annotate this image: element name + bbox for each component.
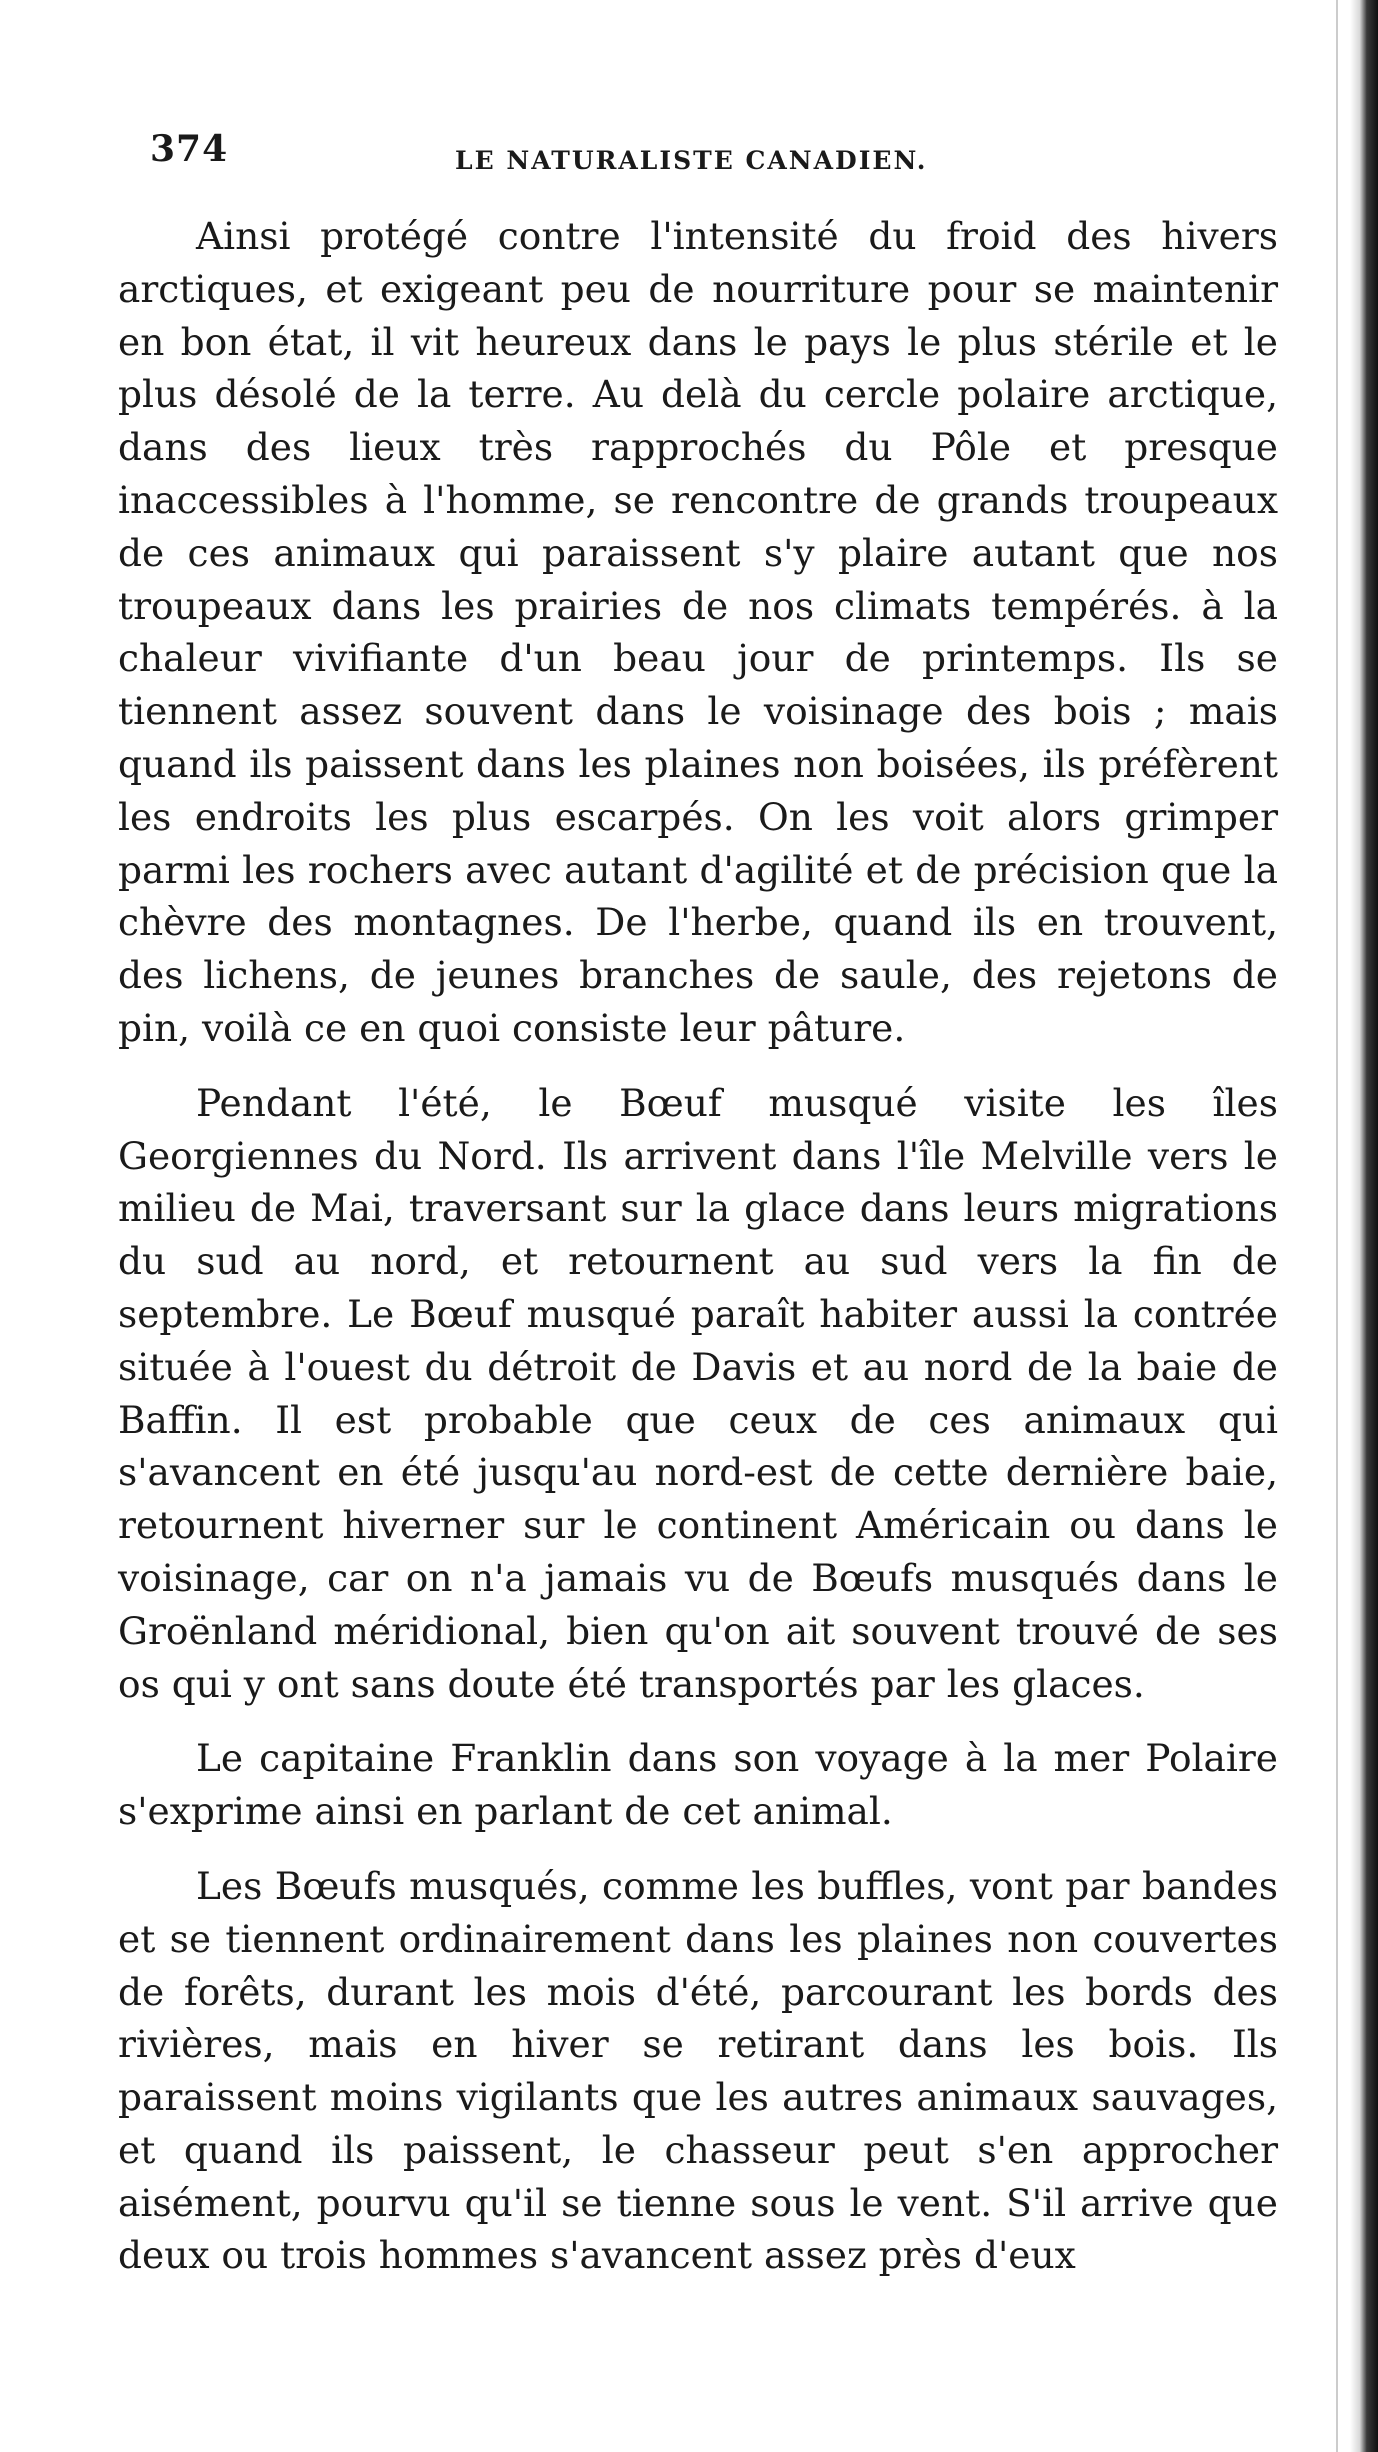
paragraph: Le capitaine Franklin dans son voyage à la mer Polaire s'exprime ainsi en parlant de cet animal. <box>118 1736 1278 1834</box>
binding-edge <box>1350 0 1378 2452</box>
binding-shadow-line <box>1336 0 1338 2452</box>
body-text <box>118 210 1278 2282</box>
page-number: 374 <box>150 128 229 170</box>
page-header <box>150 128 1280 188</box>
paragraph: Ainsi protégé contre l'intensité du froid des hivers arctiques, et exigeant peu de nourriture pour se maintenir en bon état, il vit heureux dans le pays le plus stérile et le plus désolé de la terre. Au delà du cercle polaire arctique, dans des lieux très rapprochés du Pôle et presque inaccessibles à l'homme, se rencontre de grands troupeaux de ces animaux qui paraissent s'y plaire autant que nos troupeaux dans les prairies de nos climats tempérés. à la chaleur vivifiante d'un beau jour de printemps. Ils se tiennent assez souvent dans le voisinage des bois ; mais quand ils paissent dans les plaines non boisées, ils préfèrent les endroits les plus escarpés. On les voit alors grimper parmi les rochers avec autant d'agilité et de précision que la chèvre des montagnes. De l'herbe, quand ils en trouvent, des lichens, de jeunes branches de saule, des rejetons de pin, voilà ce en quoi consiste leur pâture. <box>118 214 1278 1050</box>
paragraph: Les Bœufs musqués, comme les buffles, vont par bandes et se tiennent ordinairement dans les plaines non couvertes de forêts, durant les mois d'été, parcourant les bords des rivières, mais en hiver se retirant dans les bois. Ils paraissent moins vigilants que les autres animaux sauvages, et quand ils paissent, le chasseur peut s'en approcher aisément, pourvu qu'il se tienne sous le vent. S'il arrive que deux ou trois hommes s'avancent assez près d'eux <box>118 1863 1278 2278</box>
paragraph: Pendant l'été, le Bœuf musqué visite les îles Georgiennes du Nord. Ils arrivent dans l'île Melville vers le milieu de Mai, traversant sur la glace dans leurs migrations du sud au nord, et retournent au sud vers la fin de septembre. Le Bœuf musqué paraît habiter aussi la contrée située à l'ouest du détroit de Davis et au nord de la baie de Baffin. Il est probable que ceux de ces animaux qui s'avancent en été jusqu'au nord-est de cette dernière baie, retournent hiverner sur le continent Américain ou dans le voisinage, car on n'a jamais vu de Bœufs musqués dans le Groënland méridional, bien qu'on ait souvent trouvé de ses os qui y ont sans doute été transportés par les glaces. <box>118 1080 1278 1706</box>
running-title: LE NATURALISTE CANADIEN. <box>455 146 928 175</box>
